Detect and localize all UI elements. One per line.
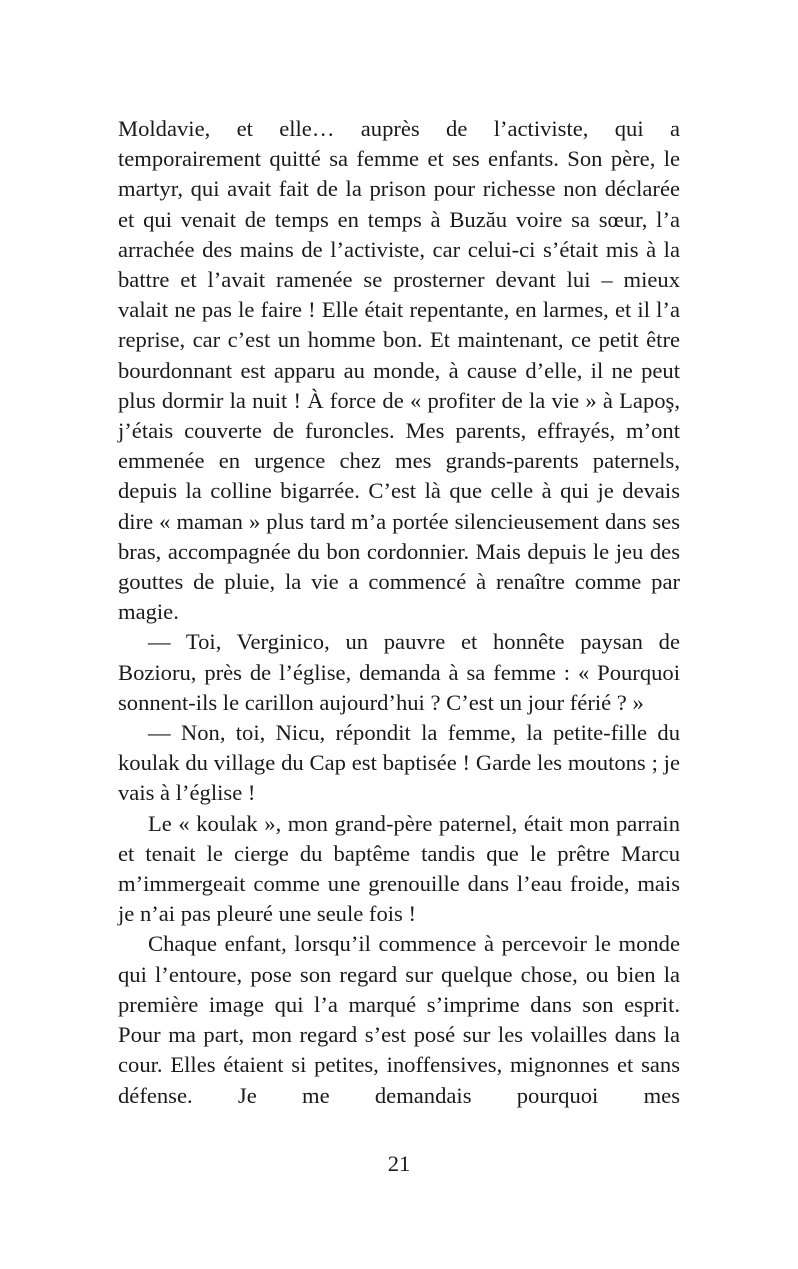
paragraph-2: — Toi, Verginico, un pauvre et honnête paysan de Bozioru, près de l’église, demanda à sa femme : « Pourquoi sonnent-ils le carillon aujourd’hui ? C’est un jour férié ? » <box>118 629 680 715</box>
paragraph-1: Moldavie, et elle… auprès de l’activiste, qui a temporairement quitté sa femme et ses enfants. Son père, le martyr, qui avait fait de la prison pour richesse non déclarée et qui venait de temps en temps à Buzău voire sa sœur, l’a arrachée des mains de l’activiste, car celui-ci s’était mis à la battre et l’avait ramenée se prosterner devant lui – mieux valait ne pas le faire ! Elle était repentante, en larmes, et il l’a reprise, car c’est un homme bon. Et maintenant, ce petit être bourdonnant est apparu au monde, à cause d’elle, il ne peut plus dormir la nuit ! À force de « profiter de la vie » à Lapoş, j’étais couverte de furoncles. Mes parents, effrayés, m’ont emmenée en urgence chez mes grands-parents paternels, depuis la colline bigarrée. C’est là que celle à qui je devais dire « maman » plus tard m’a portée silencieusement dans ses bras, accompagnée du bon cordonnier. Mais depuis le jeu des gouttes de pluie, la vie a commencé à renaître comme par magie. <box>118 116 680 625</box>
body-text <box>118 114 680 1111</box>
paragraph-3: — Non, toi, Nicu, répondit la femme, la petite-fille du koulak du village du Cap est baptisée ! Garde les moutons ; je vais à l’église ! <box>118 720 680 806</box>
paragraph-5: Chaque enfant, lorsqu’il commence à percevoir le monde qui l’entoure, pose son regard sur quelque chose, ou bien la première image qui l’a marqué s’imprime dans son esprit. Pour ma part, mon regard s’est posé sur les volailles dans la cour. Elles étaient si petites, inoffensives, mignonnes et sans défense. Je me demandais pourquoi mes <box>118 931 680 1108</box>
paragraph-4: Le « koulak », mon grand-père paternel, était mon parrain et tenait le cierge du baptême tandis que le prêtre Marcu m’immergeait comme une grenouille dans l’eau froide, mais je n’ai pas pleuré une seule fois ! <box>118 810 680 927</box>
page-number: 21 <box>387 1151 411 1176</box>
